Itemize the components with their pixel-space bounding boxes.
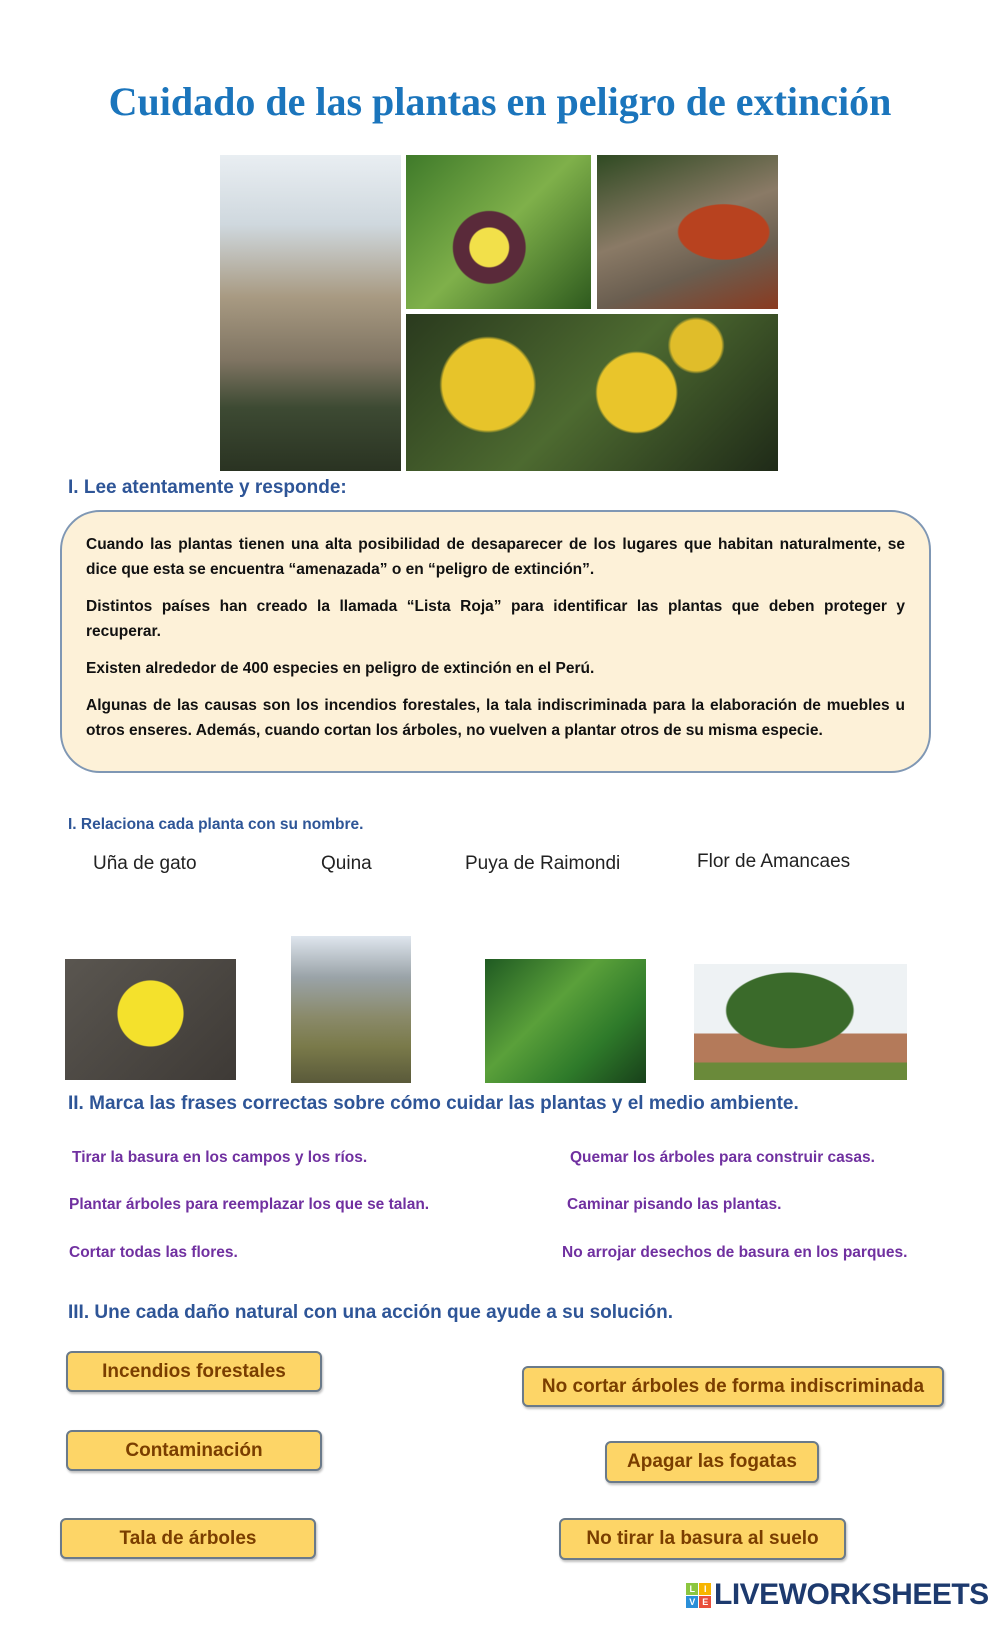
reading-text-box [60,510,931,773]
statement-option[interactable]: Plantar árboles para reemplazar los que se talan. [69,1196,430,1213]
solution-box-no-tirar-basura[interactable]: No tirar la basura al suelo [559,1518,846,1560]
cats-claw-vine-photo[interactable] [485,959,646,1083]
statement-option[interactable]: Cortar todas las flores. [69,1244,238,1261]
logo-letter: I [699,1583,711,1595]
yellow-flower-photo[interactable] [65,959,236,1080]
section-3-heading: III. Une cada daño natural con una acción que ayude a su solución. [68,1302,673,1323]
match-names-heading: I. Relaciona cada planta con su nombre. [68,816,364,833]
solution-box-apagar-fogatas[interactable]: Apagar las fogatas [605,1441,819,1483]
paragraph: Distintos países han creado la llamada “Lista Roja” para identificar las plantas que deben proteger y recuperar. [86,598,905,640]
solution-box-no-cortar[interactable]: No cortar árboles de forma indiscriminada [522,1366,944,1407]
puya-raimondi-photo [220,155,401,471]
statement-option[interactable]: No arrojar desechos de basura en los parques. [562,1244,908,1261]
damage-box-contaminacion[interactable]: Contaminación [66,1430,322,1471]
paragraph: Existen alrededor de 400 especies en peligro de extinción en el Perú. [86,660,595,677]
orchid-photo [406,155,591,309]
page-title: Cuidado de las plantas en peligro de extinción [108,79,892,124]
statement-option[interactable]: Caminar pisando las plantas. [567,1196,782,1213]
plant-name-label[interactable]: Flor de Amancaes [697,851,851,872]
logo-mark-icon [686,1583,711,1608]
quina-tree-photo[interactable] [694,964,907,1080]
plant-name-label[interactable]: Puya de Raimondi [465,853,621,874]
plant-name-label[interactable]: Uña de gato [93,853,197,874]
paragraph: Algunas de las causas son los incendios forestales, la tala indiscriminada para la elaboración de muebles u otros enseres. Además, cuando cortan los árboles, no vuelven a plantar otros de su misma especie. [86,697,905,739]
logo-letter: E [699,1596,711,1608]
logo-text: LIVEWORKSHEETS [714,1578,989,1611]
amancaes-flower-photo [406,314,778,471]
logo-letter: L [686,1583,698,1595]
damage-box-tala[interactable]: Tala de árboles [60,1518,316,1559]
logo-letter: V [686,1596,698,1608]
section-1-heading: I. Lee atentamente y responde: [68,477,347,498]
paragraph: Cuando las plantas tienen una alta posibilidad de desaparecer de los lugares que habitan naturalmente, se dice que esta se encuentra “amenazada” o en “peligro de extinción”. [86,536,905,578]
liveworksheets-logo [686,1578,989,1612]
cut-log-photo [597,155,778,309]
plant-name-label[interactable]: Quina [321,853,372,874]
puya-photo[interactable] [291,936,411,1083]
damage-box-incendios[interactable]: Incendios forestales [66,1351,322,1392]
section-2-heading: II. Marca las frases correctas sobre cómo cuidar las plantas y el medio ambiente. [68,1093,799,1114]
statement-option[interactable]: Tirar la basura en los campos y los ríos. [72,1149,368,1166]
statement-option[interactable]: Quemar los árboles para construir casas. [570,1149,875,1166]
